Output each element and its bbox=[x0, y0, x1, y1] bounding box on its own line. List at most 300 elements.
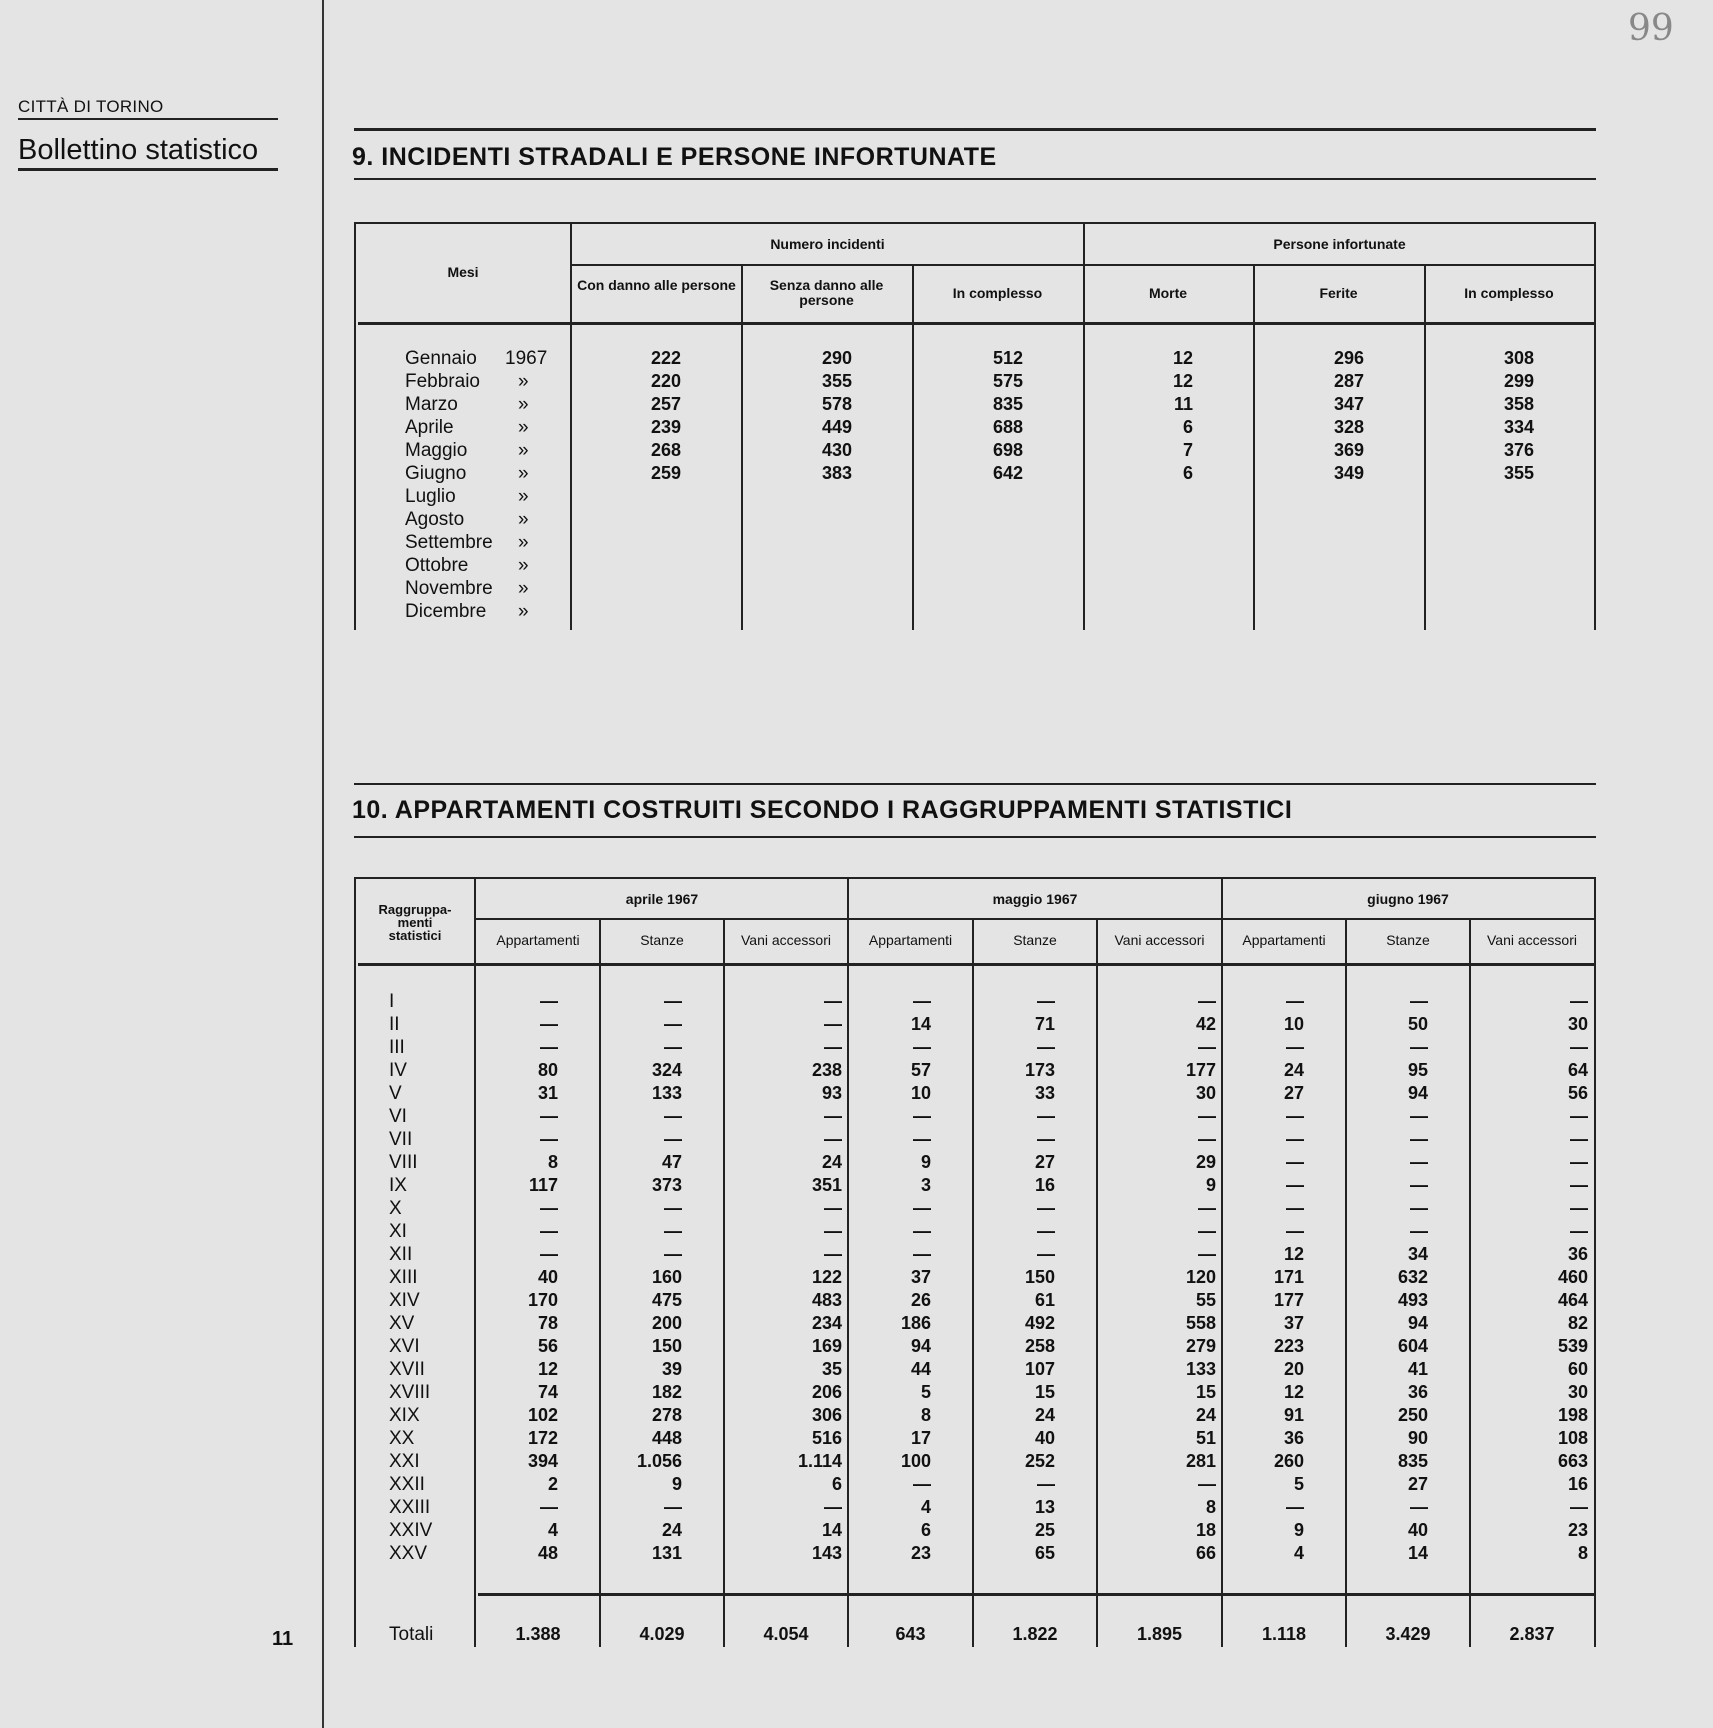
row-year: » bbox=[518, 440, 529, 461]
table-cell: 31 bbox=[537, 1083, 558, 1103]
table-cell: 492 bbox=[1024, 1313, 1055, 1333]
table-cell: — bbox=[1037, 1244, 1055, 1264]
table-cell: 12 bbox=[1283, 1382, 1304, 1402]
period-header: giugno 1967 bbox=[1367, 891, 1449, 907]
period-header: maggio 1967 bbox=[992, 891, 1078, 907]
table-cell: 575 bbox=[992, 371, 1023, 391]
col-header: Ferite bbox=[1319, 285, 1358, 301]
totals-label: Totali bbox=[389, 1624, 434, 1645]
table-cell: — bbox=[1570, 991, 1588, 1011]
row-year: » bbox=[518, 463, 529, 484]
row-label: XXV bbox=[389, 1543, 428, 1564]
row-label: IX bbox=[389, 1175, 407, 1196]
table-cell: 27 bbox=[1034, 1152, 1055, 1172]
table-cell: 632 bbox=[1397, 1267, 1428, 1287]
table-cell: — bbox=[540, 1129, 558, 1149]
table-cell: 278 bbox=[651, 1405, 682, 1425]
table-cell: 516 bbox=[811, 1428, 842, 1448]
table-cell: 5 bbox=[1293, 1474, 1304, 1494]
column-rule bbox=[1469, 918, 1471, 1647]
table-cell: — bbox=[1570, 1175, 1588, 1195]
table-cell: — bbox=[664, 1037, 682, 1057]
col-header: Appartamenti bbox=[496, 932, 580, 948]
table-cell: 6 bbox=[1182, 463, 1193, 483]
table-cell: — bbox=[664, 1198, 682, 1218]
table-cell: — bbox=[664, 1497, 682, 1517]
table-cell: — bbox=[913, 1198, 931, 1218]
row-label: VIII bbox=[389, 1152, 418, 1173]
table-cell: — bbox=[540, 1221, 558, 1241]
table-cell: — bbox=[913, 991, 931, 1011]
table-cell: 279 bbox=[1185, 1336, 1216, 1356]
col-header: Vani accessori bbox=[1114, 932, 1205, 948]
table-cell: — bbox=[824, 1014, 842, 1034]
table-cell: 150 bbox=[651, 1336, 682, 1356]
table-cell: 24 bbox=[661, 1520, 682, 1540]
table-cell: 94 bbox=[1407, 1083, 1428, 1103]
column-rule bbox=[847, 877, 849, 1647]
table-cell: 117 bbox=[528, 1175, 558, 1195]
table-cell: — bbox=[1570, 1129, 1588, 1149]
column-rule bbox=[1221, 877, 1223, 1647]
table-cell: — bbox=[1198, 1198, 1216, 1218]
row-label: XX bbox=[389, 1428, 415, 1449]
table-cell: 57 bbox=[910, 1060, 931, 1080]
table-cell: — bbox=[1286, 1037, 1304, 1057]
table-cell: — bbox=[1286, 1129, 1304, 1149]
table-cell: 239 bbox=[650, 417, 681, 437]
totals-cell: 4.029 bbox=[639, 1624, 685, 1644]
table-cell: 349 bbox=[1333, 463, 1364, 483]
table-cell: 259 bbox=[650, 463, 681, 483]
row-year: » bbox=[518, 532, 529, 553]
table-cell: 36 bbox=[1567, 1244, 1588, 1264]
row-year: » bbox=[518, 371, 529, 392]
table-cell: 835 bbox=[992, 394, 1023, 414]
table-cell: 9 bbox=[1205, 1175, 1216, 1195]
table-cell: — bbox=[1410, 1037, 1428, 1057]
table-cell: — bbox=[913, 1106, 931, 1126]
row-label: VI bbox=[389, 1106, 407, 1127]
table-cell: 464 bbox=[1557, 1290, 1588, 1310]
column-rule bbox=[723, 918, 725, 1647]
row-label: VII bbox=[389, 1129, 413, 1150]
table-cell: 493 bbox=[1397, 1290, 1428, 1310]
row-label: XIII bbox=[389, 1267, 418, 1288]
table-cell: 24 bbox=[1195, 1405, 1216, 1425]
table-cell: — bbox=[1570, 1221, 1588, 1241]
table-cell: 4 bbox=[547, 1520, 558, 1540]
table-cell: 8 bbox=[1577, 1543, 1588, 1563]
table-cell: 663 bbox=[1557, 1451, 1588, 1471]
column-rule bbox=[1345, 918, 1347, 1647]
table-cell: — bbox=[1198, 1129, 1216, 1149]
divider bbox=[354, 783, 1596, 785]
divider bbox=[354, 178, 1596, 180]
table-cell: 11 bbox=[1173, 394, 1193, 414]
table-cell: 29 bbox=[1195, 1152, 1216, 1172]
divider bbox=[354, 836, 1596, 838]
table-cell: 182 bbox=[651, 1382, 682, 1402]
row-label: X bbox=[389, 1198, 402, 1219]
col-header: Stanze bbox=[1013, 932, 1057, 948]
row-month: Giugno bbox=[405, 463, 467, 484]
table-cell: — bbox=[1410, 1198, 1428, 1218]
table-cell: 177 bbox=[1273, 1290, 1304, 1310]
row-month: Aprile bbox=[405, 417, 454, 438]
table-cell: 578 bbox=[821, 394, 852, 414]
totals-cell: 2.837 bbox=[1509, 1624, 1555, 1644]
table-cell: 131 bbox=[651, 1543, 682, 1563]
table-cell: — bbox=[1037, 1106, 1055, 1126]
margin-rule bbox=[322, 0, 324, 1728]
col-header: Con danno alle persone bbox=[577, 277, 736, 293]
table-cell: — bbox=[540, 1244, 558, 1264]
table-cell: — bbox=[1286, 1497, 1304, 1517]
row-year: » bbox=[518, 578, 529, 599]
table-cell: 394 bbox=[527, 1451, 558, 1471]
table-cell: 6 bbox=[920, 1520, 931, 1540]
table-cell: 200 bbox=[651, 1313, 682, 1333]
table-cell: 355 bbox=[1503, 463, 1534, 483]
table-cell: 36 bbox=[1283, 1428, 1304, 1448]
table-cell: 8 bbox=[1205, 1497, 1216, 1517]
table-cell: 95 bbox=[1407, 1060, 1428, 1080]
table-cell: 698 bbox=[992, 440, 1023, 460]
col-header: Senza danno alle persone bbox=[769, 277, 884, 308]
group-header-incidenti: Numero incidenti bbox=[770, 236, 885, 252]
table-cell: — bbox=[1286, 1106, 1304, 1126]
table-cell: 23 bbox=[910, 1543, 931, 1563]
table-cell: 150 bbox=[1024, 1267, 1055, 1287]
table-cell: — bbox=[540, 1106, 558, 1126]
table-cell: 8 bbox=[920, 1405, 931, 1425]
table-cell: 94 bbox=[1407, 1313, 1428, 1333]
table-cell: — bbox=[1570, 1152, 1588, 1172]
table-cell: — bbox=[824, 1129, 842, 1149]
table-cell: — bbox=[664, 1014, 682, 1034]
table-cell: 334 bbox=[1503, 417, 1534, 437]
totals-cell: 1.822 bbox=[1012, 1624, 1058, 1644]
row-month: Gennaio bbox=[405, 348, 477, 369]
table-cell: 604 bbox=[1397, 1336, 1428, 1356]
table-cell: 36 bbox=[1407, 1382, 1428, 1402]
table-cell: — bbox=[824, 1198, 842, 1218]
row-month: Ottobre bbox=[405, 555, 469, 576]
col-header-raggruppamenti: Raggruppa- menti statistici bbox=[378, 902, 452, 943]
table-cell: — bbox=[1286, 1175, 1304, 1195]
table-cell: 170 bbox=[527, 1290, 558, 1310]
table-cell: — bbox=[1570, 1198, 1588, 1218]
table-cell: — bbox=[913, 1221, 931, 1241]
table-cell: 56 bbox=[1567, 1083, 1588, 1103]
divider bbox=[18, 168, 278, 171]
table-cell: — bbox=[1286, 991, 1304, 1011]
row-label: XXIII bbox=[389, 1497, 431, 1518]
table-cell: 5 bbox=[920, 1382, 931, 1402]
table-cell: 2 bbox=[547, 1474, 558, 1494]
table-cell: — bbox=[664, 1129, 682, 1149]
table9-title: 9. INCIDENTI STRADALI E PERSONE INFORTUNATE bbox=[352, 143, 997, 171]
table-cell: 93 bbox=[821, 1083, 842, 1103]
row-label: XIX bbox=[389, 1405, 420, 1426]
table-cell: 12 bbox=[1172, 371, 1193, 391]
table-cell: — bbox=[824, 1106, 842, 1126]
row-year: » bbox=[518, 486, 529, 507]
table-cell: 252 bbox=[1024, 1451, 1055, 1471]
table-cell: — bbox=[1410, 991, 1428, 1011]
table-cell: 44 bbox=[910, 1359, 931, 1379]
totals-cell: 643 bbox=[895, 1624, 926, 1644]
table-cell: — bbox=[1037, 991, 1055, 1011]
table10-title: 10. APPARTAMENTI COSTRUITI SECONDO I RAGGRUPPAMENTI STATISTICI bbox=[352, 796, 1293, 824]
table-cell: — bbox=[1198, 1474, 1216, 1494]
table-cell: 430 bbox=[821, 440, 852, 460]
table-cell: 169 bbox=[811, 1336, 842, 1356]
table-cell: 23 bbox=[1567, 1520, 1588, 1540]
table-cell: 287 bbox=[1333, 371, 1364, 391]
table-cell: 355 bbox=[821, 371, 852, 391]
table-cell: 460 bbox=[1557, 1267, 1588, 1287]
table-cell: — bbox=[1410, 1221, 1428, 1241]
table-cell: 7 bbox=[1182, 440, 1193, 460]
table-cell: 257 bbox=[650, 394, 681, 414]
row-label: V bbox=[389, 1083, 402, 1104]
table-cell: — bbox=[1570, 1037, 1588, 1057]
table-cell: 8 bbox=[547, 1152, 558, 1172]
table-cell: 177 bbox=[1185, 1060, 1216, 1080]
col-header: Appartamenti bbox=[1242, 932, 1326, 948]
row-label: XVII bbox=[389, 1359, 425, 1380]
table-cell: — bbox=[1037, 1474, 1055, 1494]
group-header-persone: Persone infortunate bbox=[1273, 236, 1406, 252]
table-cell: — bbox=[1198, 1221, 1216, 1241]
table-cell: 12 bbox=[537, 1359, 558, 1379]
table-cell: 558 bbox=[1185, 1313, 1216, 1333]
row-label: I bbox=[389, 991, 395, 1012]
col-header: Stanze bbox=[1386, 932, 1430, 948]
table-cell: 74 bbox=[537, 1382, 558, 1402]
table-cell: — bbox=[540, 1014, 558, 1034]
table-cell: 17 bbox=[910, 1428, 931, 1448]
row-year: » bbox=[518, 394, 529, 415]
table-cell: 6 bbox=[1182, 417, 1193, 437]
table-cell: 50 bbox=[1407, 1014, 1428, 1034]
table-cell: 238 bbox=[811, 1060, 842, 1080]
table-cell: — bbox=[824, 991, 842, 1011]
table-cell: 186 bbox=[900, 1313, 931, 1333]
table-cell: — bbox=[913, 1474, 931, 1494]
table-cell: 347 bbox=[1333, 394, 1364, 414]
row-month: Luglio bbox=[405, 486, 456, 507]
table-cell: 61 bbox=[1034, 1290, 1055, 1310]
table-cell: 82 bbox=[1567, 1313, 1588, 1333]
table-cell: 91 bbox=[1283, 1405, 1304, 1425]
table-cell: 306 bbox=[811, 1405, 842, 1425]
table-cell: 37 bbox=[910, 1267, 931, 1287]
table-cell: 299 bbox=[1503, 371, 1534, 391]
row-month: Marzo bbox=[405, 394, 458, 415]
table-cell: — bbox=[913, 1244, 931, 1264]
table-cell: 369 bbox=[1333, 440, 1364, 460]
table-cell: 296 bbox=[1333, 348, 1364, 368]
table-cell: 64 bbox=[1567, 1060, 1588, 1080]
table-cell: 12 bbox=[1172, 348, 1193, 368]
table-cell: — bbox=[664, 1244, 682, 1264]
table-cell: 358 bbox=[1503, 394, 1534, 414]
table-cell: — bbox=[1410, 1175, 1428, 1195]
row-month: Dicembre bbox=[405, 601, 487, 622]
table-cell: 324 bbox=[651, 1060, 682, 1080]
row-month: Maggio bbox=[405, 440, 468, 461]
row-label: XIV bbox=[389, 1290, 420, 1311]
table-cell: — bbox=[1037, 1221, 1055, 1241]
table-cell: 512 bbox=[992, 348, 1023, 368]
table-cell: — bbox=[1570, 1106, 1588, 1126]
table-cell: 26 bbox=[910, 1290, 931, 1310]
table-cell: — bbox=[824, 1037, 842, 1057]
table-cell: — bbox=[1286, 1221, 1304, 1241]
table-cell: 40 bbox=[1034, 1428, 1055, 1448]
row-label: XII bbox=[389, 1244, 413, 1265]
col-header-mesi: Mesi bbox=[447, 264, 479, 280]
table-cell: 835 bbox=[1397, 1451, 1428, 1471]
table-cell: 281 bbox=[1185, 1451, 1216, 1471]
table-cell: 6 bbox=[831, 1474, 842, 1494]
table-cell: 258 bbox=[1024, 1336, 1055, 1356]
table-cell: — bbox=[1410, 1106, 1428, 1126]
divider bbox=[18, 118, 278, 120]
table-cell: 308 bbox=[1503, 348, 1534, 368]
col-header: Stanze bbox=[640, 932, 684, 948]
table-cell: — bbox=[1198, 991, 1216, 1011]
row-month: Febbraio bbox=[405, 371, 480, 392]
row-label: III bbox=[389, 1037, 405, 1058]
table-cell: 100 bbox=[900, 1451, 931, 1471]
table-cell: 51 bbox=[1195, 1428, 1216, 1448]
row-month: Settembre bbox=[405, 532, 493, 553]
table-cell: 206 bbox=[811, 1382, 842, 1402]
table-cell: — bbox=[540, 1198, 558, 1218]
table-cell: 642 bbox=[992, 463, 1023, 483]
column-rule bbox=[599, 918, 601, 1647]
table-cell: 27 bbox=[1407, 1474, 1428, 1494]
table-cell: 78 bbox=[537, 1313, 558, 1333]
row-label: IV bbox=[389, 1060, 407, 1081]
table-cell: 171 bbox=[1273, 1267, 1304, 1287]
table-cell: 94 bbox=[910, 1336, 931, 1356]
col-header: Vani accessori bbox=[1486, 932, 1577, 948]
table-cell: 40 bbox=[537, 1267, 558, 1287]
table-cell: 55 bbox=[1195, 1290, 1216, 1310]
row-year: » bbox=[518, 555, 529, 576]
table-cell: — bbox=[1198, 1106, 1216, 1126]
table-cell: 24 bbox=[1034, 1405, 1055, 1425]
table-cell: 56 bbox=[537, 1336, 558, 1356]
table-cell: 4 bbox=[920, 1497, 931, 1517]
table-cell: 66 bbox=[1195, 1543, 1216, 1563]
row-year: » bbox=[518, 509, 529, 530]
city-name: CITTÀ DI TORINO bbox=[18, 97, 164, 116]
table-cell: 133 bbox=[651, 1083, 682, 1103]
table-cell: 14 bbox=[821, 1520, 842, 1540]
row-month: Agosto bbox=[405, 509, 465, 530]
table-cell: 14 bbox=[1407, 1543, 1428, 1563]
table-cell: 328 bbox=[1333, 417, 1364, 437]
table-cell: 30 bbox=[1567, 1014, 1588, 1034]
row-label: XVIII bbox=[389, 1382, 431, 1403]
totals-cell: 1.118 bbox=[1261, 1624, 1307, 1644]
table-cell: 18 bbox=[1195, 1520, 1216, 1540]
table-cell: 24 bbox=[821, 1152, 842, 1172]
totals-cell: 3.429 bbox=[1385, 1624, 1431, 1644]
handwritten-page-number: 99 bbox=[1628, 8, 1674, 49]
table-cell: — bbox=[1198, 1244, 1216, 1264]
table-cell: 24 bbox=[1283, 1060, 1304, 1080]
table-cell: — bbox=[1198, 1037, 1216, 1057]
row-label: XXI bbox=[389, 1451, 420, 1472]
row-label: XV bbox=[389, 1313, 415, 1334]
table-cell: — bbox=[1286, 1198, 1304, 1218]
col-header: In complesso bbox=[1464, 285, 1554, 301]
table-cell: 42 bbox=[1195, 1014, 1216, 1034]
table-cell: 373 bbox=[651, 1175, 682, 1195]
table-cell: 60 bbox=[1567, 1359, 1588, 1379]
table-cell: 41 bbox=[1407, 1359, 1428, 1379]
table-cell: 37 bbox=[1283, 1313, 1304, 1333]
col-header: Vani accessori bbox=[740, 932, 831, 948]
table-cell: 102 bbox=[527, 1405, 558, 1425]
table-cell: 16 bbox=[1567, 1474, 1588, 1494]
table-cell: 483 bbox=[811, 1290, 842, 1310]
table-cell: 268 bbox=[650, 440, 681, 460]
table-cell: 223 bbox=[1273, 1336, 1304, 1356]
table-cell: — bbox=[824, 1497, 842, 1517]
table-cell: — bbox=[540, 991, 558, 1011]
table-cell: 1.056 bbox=[636, 1451, 682, 1471]
table-cell: 198 bbox=[1557, 1405, 1588, 1425]
table-cell: 107 bbox=[1024, 1359, 1055, 1379]
table-cell: — bbox=[540, 1037, 558, 1057]
table-cell: 90 bbox=[1407, 1428, 1428, 1448]
page-number: 11 bbox=[272, 1628, 294, 1650]
table-cell: 9 bbox=[671, 1474, 682, 1494]
table-cell: — bbox=[1037, 1037, 1055, 1057]
table-cell: 220 bbox=[650, 371, 681, 391]
table-cell: — bbox=[913, 1129, 931, 1149]
table-cell: 351 bbox=[811, 1175, 842, 1195]
table-cell: — bbox=[1286, 1152, 1304, 1172]
table-cell: 39 bbox=[661, 1359, 682, 1379]
table-cell: — bbox=[1410, 1497, 1428, 1517]
table-cell: 10 bbox=[1283, 1014, 1304, 1034]
table-cell: 10 bbox=[910, 1083, 931, 1103]
table-cell: 133 bbox=[1185, 1359, 1216, 1379]
table-cell: 13 bbox=[1034, 1497, 1055, 1517]
row-label: II bbox=[389, 1014, 400, 1035]
table-cell: 173 bbox=[1024, 1060, 1055, 1080]
table-cell: 448 bbox=[651, 1428, 682, 1448]
table-cell: — bbox=[664, 991, 682, 1011]
totals-cell: 1.895 bbox=[1136, 1624, 1183, 1644]
table-cell: 30 bbox=[1567, 1382, 1588, 1402]
col-header: In complesso bbox=[952, 285, 1043, 301]
table-cell: 80 bbox=[537, 1060, 558, 1080]
table-cell: 34 bbox=[1407, 1244, 1428, 1264]
table-cell: 108 bbox=[1557, 1428, 1588, 1448]
table-cell: 234 bbox=[811, 1313, 842, 1333]
table-cell: 475 bbox=[651, 1290, 682, 1310]
